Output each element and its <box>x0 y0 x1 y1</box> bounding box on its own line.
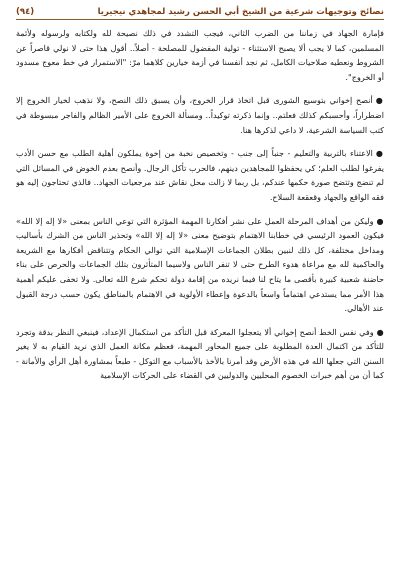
paragraph-4 <box>16 214 384 316</box>
paragraph-text: فإمارة الجهاد في زماننا من الضرب الثاني، فيجب التشدد في ذلك نصيحة لله ولكتابه ولرسوله ولأئمة المسلمين، كما لا يجب ألا يصبح الاستثناء - تولية المفضول للمصلحة - أصلاً.. أقول هذا حتى لا نولي قاصراً عن الشروط ونعطيه صلاحيات الكامل، ثم نجد أنفسنا في أزمة خيارين كلاهما مرّ: "الاستمرار في خط معوج مسدود أو الخروج". <box>16 28 384 82</box>
page-number: (٩٤) <box>16 6 35 17</box>
paragraph-text: الاعتناء بالتربية والتعليم - جنباً إلى جنب - وتخصيص نخبة من إخوة يملكون أهلية الطلب مع حسن الأدب يفرغوا لطلب العلم؛ كي يحفظوا للمجاهدين دينهم، فالحرب تأكل الرجال. وأنصح بعدم الخوض في المسائل التي لم تنضج وتتضح صورة حكمها عندكم، بل ربما لا زالت محل نقاش عند مرجعيات الجهاد.. فالذي تحتاجون إليه هو فقه الواقع والجهاد وقعقعة السلاح. <box>16 148 384 202</box>
document-body <box>16 26 384 383</box>
bullet-icon: ● <box>376 215 384 226</box>
bullet-icon: ● <box>375 148 384 159</box>
page-header-title: نصائح وتوجيهات شرعية من الشيخ أبي الحسن رشيد لمجاهدي نيجيريا <box>97 6 384 17</box>
paragraph-text: وليكن من أهداف المرحلة العمل على نشر أفكارنا المهمة المؤثرة التي توعي الناس بمعنى «لا إله إلا الله» فيكون العمود الرئيسي في خطابنا الاهتمام بتوضيح معنى «لا إله إلا الله» وتحذير الناس من الشرك بأساليب ومداخل مختلفة، كل ذلك لنبين بطلان الجماعات الإسلامية التي توالي الحكام وتتناقض أفكارها مع الشريعة والحاكمية لله مع مراعاة هدوء الطرح حتى لا تنفر الناس ولاسيما المتأثرون بتلك الجماعات والحرص على بناء حاضنة شعبية كبيرة بأقصى ما يتاح لنا فيما نريده من إقامة دولة تحكم شرع الله تعالى. ولا تخفى عليكم أهمية هذا الأمر مما يستدعي اهتماماً واسعاً بالدعوة وإعطاء الأولوية في الاهتمام بالمناطق يكون حسب درجة القبول عند الأهالي. <box>16 215 384 314</box>
paragraph-5 <box>16 325 384 383</box>
paragraph-2 <box>16 93 384 137</box>
paragraph-1 <box>16 26 384 84</box>
page-header <box>16 4 384 20</box>
paragraph-text: أنصح إخواني بتوسيع الشورى قبل اتخاذ قرار الخروج، وأن يسبق ذلك النصح، ولا نذهب لخيار الخروج إلا اضطراراً، وأحسبكم كذلك فعلتم.. وإنما ذكرته توكيداً.. ومسألة الخروج على الأمير الظالم والفاجر مبسوطة في كتب السياسة الشرعية، لا داعي لذكرها هنا. <box>16 95 384 135</box>
paragraph-3 <box>16 146 384 204</box>
paragraph-text: وفي نفس الخط أنصح إخواني ألا يتعجلوا المعركة قبل التأكد من استكمال الإعداد، فينبغي النظر بدقة وتجرد للتأكد من اكتمال العدة المطلوبة على جميع المحاور المهمة، فعظم مكانة العمل الذي نريد القيام به لا يغير السنن التي جعلها الله في هذه الأرض وقد أمرنا بالأخذ بالأسباب مع التوكل - طبعاً بمشاورة أهل الرأي والأمانة - كما أن من أهم خبرات الخصوم المحليين والدوليين في القضاء على الحركات الإسلامية <box>16 326 384 381</box>
bullet-icon: ● <box>376 326 384 337</box>
bullet-icon: ● <box>375 95 384 106</box>
